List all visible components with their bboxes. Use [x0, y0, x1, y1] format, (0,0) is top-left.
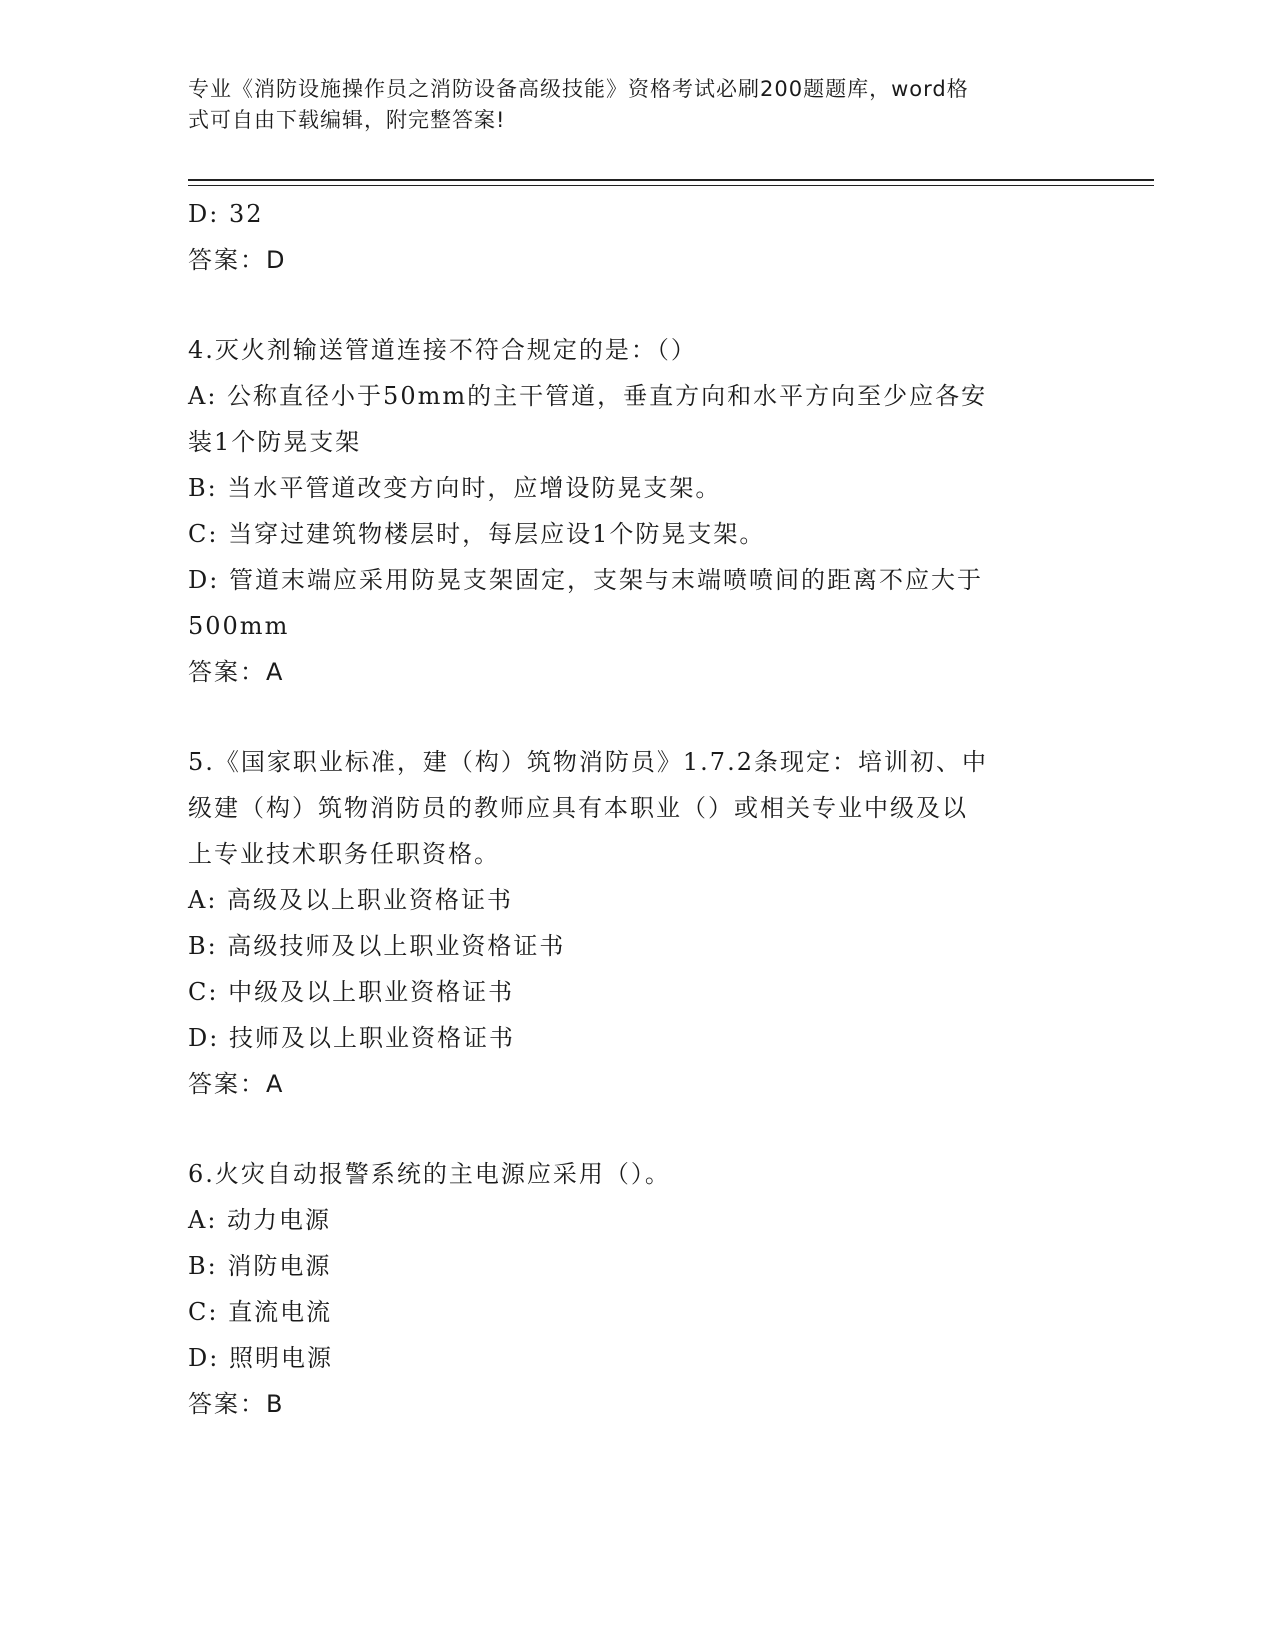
- option-c: C: 当穿过建筑物楼层时，每层应设1个防晃支架。: [188, 520, 766, 548]
- option-a: A: 动力电源: [188, 1206, 332, 1234]
- option-d: D: 照明电源: [188, 1344, 333, 1372]
- question-5: [188, 739, 1088, 1107]
- option-c: C: 直流电流: [188, 1298, 333, 1326]
- answer: 答案：B: [188, 1390, 285, 1418]
- header-line-2: 式可自由下载编辑，附完整答案!: [188, 108, 506, 132]
- option-d: D: 32: [188, 200, 264, 228]
- option-a: A: 公称直径小于50mm的主干管道，垂直方向和水平方向至少应各安: [188, 382, 988, 410]
- option-b: B: 高级技师及以上职业资格证书: [188, 932, 566, 960]
- question-stem-continued: 级建（构）筑物消防员的教师应具有本职业（）或相关专业中级及以: [188, 794, 968, 822]
- option-c: C: 中级及以上职业资格证书: [188, 978, 515, 1006]
- option-d: D: 技师及以上职业资格证书: [188, 1024, 515, 1052]
- question-content: [188, 191, 1088, 1427]
- question-stem: 5.《国家职业标准，建（构）筑物消防员》1.7.2条现定：培训初、中: [188, 748, 988, 776]
- question-6: [188, 1151, 1088, 1427]
- option-d-continued: 500mm: [188, 612, 290, 640]
- question-4: [188, 327, 1088, 695]
- option-a: A: 高级及以上职业资格证书: [188, 886, 514, 914]
- option-a-continued: 装1个防晃支架: [188, 428, 362, 456]
- page-header: [188, 74, 1088, 136]
- question-stem: 4.灭火剂输送管道连接不符合规定的是：（）: [188, 336, 697, 364]
- header-line-1: 专业《消防设施操作员之消防设备高级技能》资格考试必刷200题题库，word格: [188, 77, 969, 101]
- answer: 答案：A: [188, 658, 285, 686]
- option-d: D: 管道末端应采用防晃支架固定，支架与末端喷喷间的距离不应大于: [188, 566, 983, 594]
- header-divider: [188, 179, 1154, 186]
- question-stem-continued: 上专业技术职务任职资格。: [188, 840, 500, 868]
- answer: 答案：A: [188, 1070, 285, 1098]
- option-b: B: 消防电源: [188, 1252, 332, 1280]
- question-3-tail: [188, 191, 1088, 283]
- option-b: B: 当水平管道改变方向时，应增设防晃支架。: [188, 474, 722, 502]
- question-stem: 6.火灾自动报警系统的主电源应采用（）。: [188, 1160, 671, 1188]
- answer: 答案：D: [188, 246, 287, 274]
